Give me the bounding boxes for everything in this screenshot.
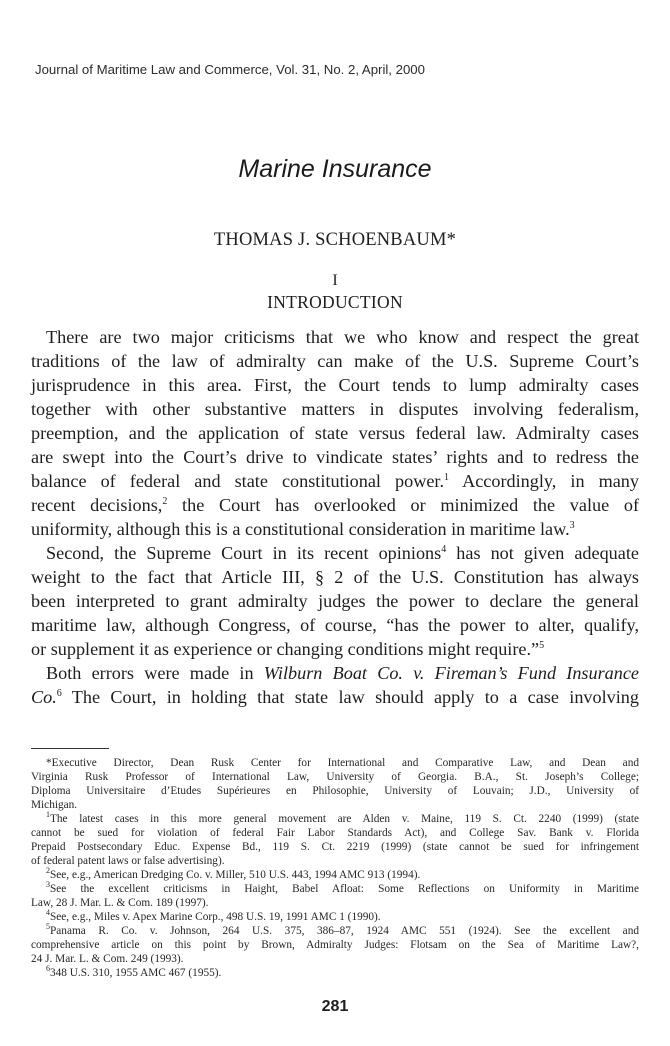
case-name: Co.: [31, 687, 57, 707]
body-text: Accordingly, in many: [449, 471, 639, 491]
body-text: recent decisions,: [31, 495, 163, 515]
body-line: traditions of the law of admiralty can make of the U.S. Supreme Court’s: [31, 351, 639, 371]
body-line: preemption, and the application of state versus federal law. Admiralty cases: [31, 423, 639, 443]
body-line: been interpreted to grant admiralty judges the power to declare the general: [31, 591, 639, 611]
body-text: The Court, in holding that state law should apply to a case involving: [61, 687, 639, 707]
author-footnote-mark: *: [446, 230, 457, 250]
body-line: maritime law, although Congress, of course, “has the power to alter, qualify,: [31, 615, 639, 635]
footnote-ref-2: 2: [162, 496, 168, 507]
footnote-2: [46, 868, 639, 882]
body-text: balance of federal and state constitutional power.: [31, 471, 445, 491]
body-line: weight to the fact that Article III, § 2 of the U.S. Constitution has always: [31, 567, 639, 587]
footnote-1: [46, 812, 639, 826]
footnote-author: Virginia Rusk Professor of International Law, University of Georgia. B.A., St. Joseph’s College;: [31, 771, 639, 783]
footnote-ref-1: 1: [444, 472, 450, 483]
footnote-1: of federal patent laws or false advertising).: [31, 855, 225, 867]
footnote-number: 1: [46, 810, 50, 819]
footnote-3: Law, 28 J. Mar. L. & Com. 189 (1997).: [31, 897, 209, 909]
body-line: are swept into the Court’s drive to vindicate states’ rights and to redress the: [31, 447, 639, 467]
footnote-author: Diploma Universitaire d’Etudes Supérieures en Philosophie, University of Louvain; J.D., University of: [31, 785, 639, 797]
footnote-number: 2: [46, 866, 50, 875]
footnote-ref-4: 4: [441, 544, 447, 555]
footnote-5: 24 J. Mar. L. & Com. 249 (1993).: [31, 953, 184, 965]
body-line: [31, 493, 639, 517]
body-text: or supplement it as experience or changing conditions might require.”: [31, 639, 540, 659]
footnote-text: 348 U.S. 310, 1955 AMC 467 (1955).: [50, 967, 222, 979]
author-name: THOMAS J. SCHOENBAUM: [213, 230, 447, 250]
body-line: together with other substantive matters in disputes involving federalism,: [31, 399, 639, 419]
footnote-author: *Executive Director, Dean Rusk Center for International and Comparative Law, and Dean and: [46, 757, 639, 769]
footnote-3: [46, 882, 639, 896]
body-text: the Court has overlooked or minimized the value of: [167, 495, 640, 515]
footnote-text: See, e.g., Miles v. Apex Marine Corp., 498 U.S. 19, 1991 AMC 1 (1990).: [50, 911, 381, 923]
footnote-ref-6: 6: [56, 688, 62, 699]
footnote-5: comprehensive article on this point by Brown, Admiralty Judges: Flotsam on the Sea of Maritime Law?,: [31, 939, 639, 951]
case-name: Wilburn Boat Co. v. Fireman’s Fund Insurance: [263, 663, 640, 683]
body-text: Both errors were made in: [46, 663, 264, 683]
journal-name: Journal of Maritime Law and Commerce,: [35, 62, 273, 77]
footnote-text: See, e.g., American Dredging Co. v. Miller, 510 U.S. 443, 1994 AMC 913 (1994).: [50, 869, 421, 881]
body-line: [31, 637, 639, 661]
footnote-number: 3: [46, 880, 50, 889]
body-line: There are two major criticisms that we who know and respect the great: [46, 327, 639, 347]
footnote-number: 4: [46, 908, 50, 917]
footnote-number: 5: [46, 922, 50, 931]
body-line: [46, 661, 639, 685]
footnote-5: [46, 924, 639, 938]
body-line: [31, 517, 639, 541]
body-text: Second, the Supreme Court in its recent opinions: [46, 543, 442, 563]
page-number: 281: [321, 998, 349, 1015]
journal-citation: Vol. 31, No. 2, April, 2000: [276, 62, 425, 77]
section-number: I: [332, 272, 338, 289]
footnote-4: [46, 910, 639, 924]
footnote-ref-3: 3: [569, 520, 575, 531]
footnote-text: The latest cases in this more general movement are Alden v. Maine, 119 S. Ct. 2240 (1999) (state: [50, 813, 639, 825]
journal-header: [35, 62, 425, 77]
body-line: [31, 469, 639, 493]
footnote-text: See the excellent criticisms in Haight, Babel Afloat: Some Reflections on Uniformity in Maritime: [50, 883, 639, 895]
footnote-ref-5: 5: [539, 640, 545, 651]
footnote-6: [46, 966, 639, 980]
footnote-1: cannot be sued for violation of federal Fair Labor Standards Act), and College Sav. Bank v. Florida: [31, 827, 639, 839]
body-line: [31, 685, 639, 709]
footnote-author: Michigan.: [31, 799, 78, 811]
footnote-text: Panama R. Co. v. Johnson, 264 U.S. 375, 386–87, 1924 AMC 551 (1924). See the excellent and: [50, 925, 639, 937]
article-title: Marine Insurance: [238, 155, 432, 183]
section-title: INTRODUCTION: [267, 292, 403, 312]
body-text: uniformity, although this is a constitutional consideration in maritime law.: [31, 519, 570, 539]
body-line: [46, 541, 639, 565]
footnote-divider: [31, 748, 109, 749]
body-line: jurisprudence in this area. First, the Court tends to lump admiralty cases: [31, 375, 639, 395]
footnote-1: Prepaid Postsecondary Educ. Expense Bd., 119 S. Ct. 2219 (1999) (state cannot be sued for infringement: [31, 841, 639, 853]
body-text: has not given adequate: [446, 543, 639, 563]
footnote-number: 6: [46, 964, 50, 973]
article-author: [0, 230, 670, 251]
